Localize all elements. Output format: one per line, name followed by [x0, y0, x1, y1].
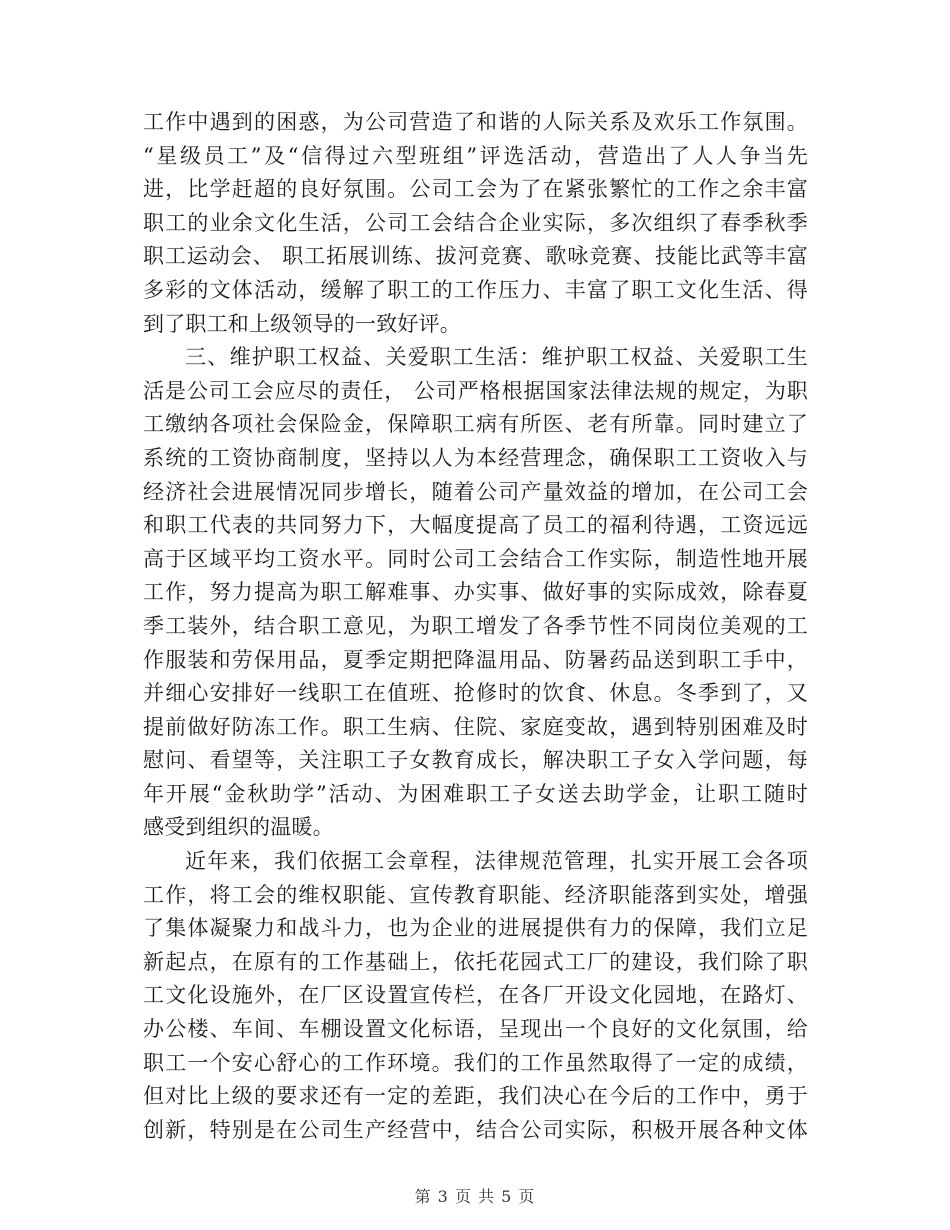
text-line: 感受到组织的温暖。	[143, 815, 334, 840]
text-line: 工文化设施外，在厂区设置宣传栏，在各厂开设文化园地，在路灯、	[143, 983, 808, 1008]
paragraph-2	[143, 341, 808, 845]
text-line: 并细心安排好一线职工在值班、抢修时的饮食、休息。冬季到了，又	[143, 681, 808, 706]
page-footer	[0, 1184, 950, 1207]
text-line: 但对比上级的要求还有一定的差距，我们决心在今后的工作中，勇于	[143, 1084, 808, 1109]
text-line: 到了职工和上级领导的一致好评。	[143, 311, 461, 336]
text-line: 创新，特别是在公司生产经营中，结合公司实际，积极开展各种文体	[143, 1117, 808, 1142]
text-line: 工作，将工会的维权职能、宣传教育职能、经济职能落到实处，增强	[143, 882, 808, 907]
text-line: 高于区域平均工资水平。同时公司工会结合工作实际，制造性地开展	[143, 546, 808, 571]
text-line: 作服装和劳保用品，夏季定期把降温用品、防暑药品送到职工手中，	[143, 647, 808, 672]
text-line: 年开展“金秋助学”活动、为困难职工子女送去助学金，让职工随时	[143, 781, 808, 806]
text-line: 和职工代表的共同努力下，大幅度提高了员工的福利待遇，工资远远	[143, 513, 808, 538]
text-line: 工作中遇到的困惑，为公司营造了和谐的人际关系及欢乐工作氛围。	[143, 110, 808, 134]
document-page	[143, 106, 808, 1147]
page-number-label: 第 3 页 共 5 页	[414, 1187, 536, 1206]
text-line: 多彩的文体活动，缓解了职工的工作压力、丰富了职工文化生活、得	[143, 277, 808, 302]
text-line: 提前做好防冻工作。职工生病、住院、家庭变故，遇到特别困难及时	[143, 714, 808, 739]
text-line: 进，比学赶超的良好氛围。公司工会为了在紧张繁忙的工作之余丰富	[143, 177, 808, 202]
text-line: 职工的业余文化生活，公司工会结合企业实际，多次组织了春季秋季	[143, 210, 808, 235]
paragraph-1	[143, 106, 808, 341]
text-line: “星级员工”及“信得过六型班组”评选活动，营造出了人人争当先	[143, 143, 808, 168]
text-line: 季工装外，结合职工意见，为职工增发了各季节性不同岗位美观的工	[143, 613, 808, 638]
text-line: 工作，努力提高为职工解难事、办实事、做好事的实际成效，除春夏	[143, 580, 808, 605]
text-line: 办公楼、车间、车棚设置文化标语，呈现出一个良好的文化氛围，给	[143, 1017, 808, 1042]
text-line: 经济社会进展情况同步增长，随着公司产量效益的增加，在公司工会	[143, 479, 808, 504]
text-line: 新起点，在原有的工作基础上，依托花园式工厂的建设，我们除了职	[143, 949, 808, 974]
text-line: 工缴纳各项社会保险金，保障职工病有所医、老有所靠。同时建立了	[143, 412, 808, 437]
text-line: 了集体凝聚力和战斗力，也为企业的进展提供有力的保障，我们立足	[143, 916, 808, 941]
text-line: 职工运动会、 职工拓展训练、拔河竞赛、歌咏竞赛、技能比武等丰富	[143, 244, 808, 269]
text-line: 活是公司工会应尽的责任， 公司严格根据国家法律法规的规定，为职	[143, 378, 808, 403]
document-body	[143, 106, 808, 1147]
text-line: 系统的工资协商制度，坚持以人为本经营理念，确保职工工资收入与	[143, 445, 808, 470]
text-line: 近年来，我们依据工会章程，法律规范管理，扎实开展工会各项	[185, 849, 808, 874]
text-line: 三、维护职工权益、关爱职工生活：维护职工权益、关爱职工生	[185, 345, 808, 370]
text-line: 职工一个安心舒心的工作环境。我们的工作虽然取得了一定的成绩，	[143, 1050, 808, 1075]
paragraph-3	[143, 845, 808, 1147]
text-line: 慰问、看望等，关注职工子女教育成长，解决职工子女入学问题，每	[143, 748, 808, 773]
